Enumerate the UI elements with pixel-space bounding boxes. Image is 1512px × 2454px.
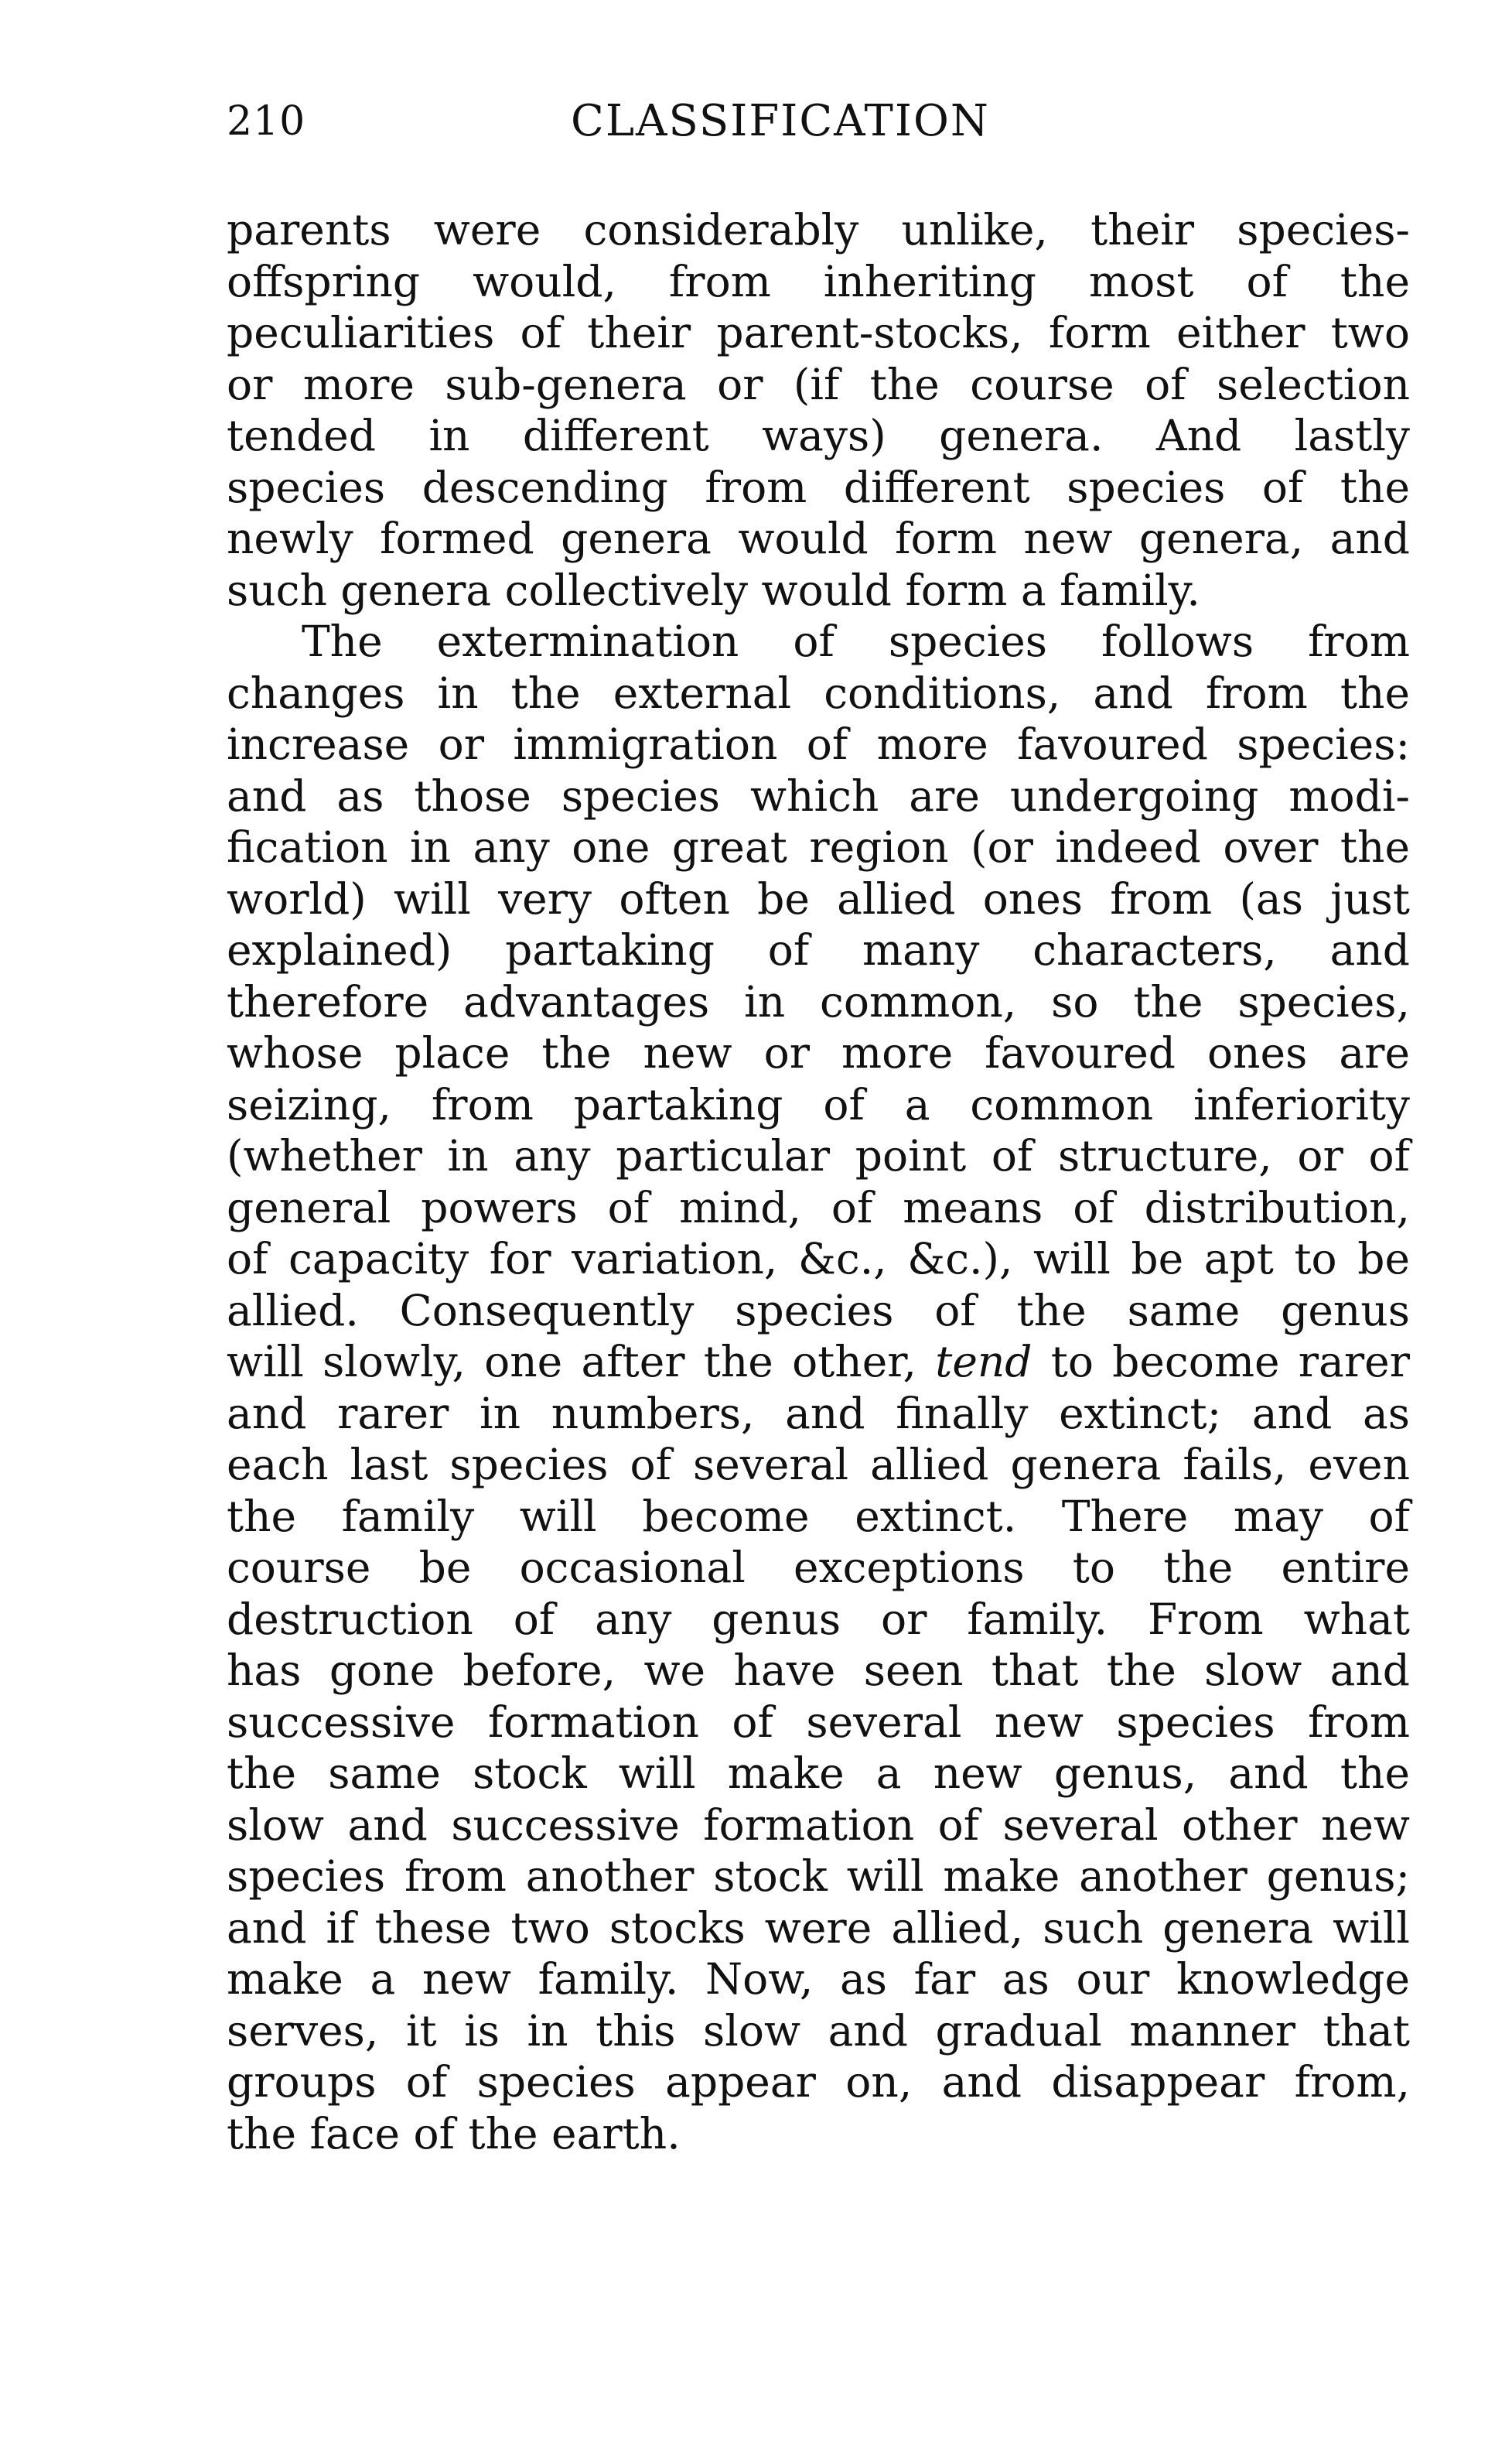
- text-line: successive formation of several new species from: [227, 1697, 1410, 1747]
- text-line: tended in different ways) genera. And lastly: [227, 411, 1410, 460]
- text-line: seizing, from partaking of a common inferiority: [227, 1079, 1410, 1130]
- text-line: destruction of any genus or family. From what: [227, 1594, 1410, 1644]
- paragraph-end-line: such genera collectively would form a family.: [227, 565, 1200, 615]
- text-line: whose place the new or more favoured ones are: [227, 1028, 1410, 1078]
- page-number: 210: [227, 98, 306, 145]
- paragraph-end-line: the face of the earth.: [227, 2108, 681, 2158]
- text-line: therefore advantages in common, so the species,: [227, 976, 1410, 1027]
- text-line: species descending from different species of the: [227, 462, 1410, 512]
- text-line: make a new family. Now, as far as our knowledge: [227, 1954, 1410, 2004]
- text-line: the family will become extinct. There may of: [227, 1491, 1410, 1541]
- text-line: fication in any one great region (or indeed over the: [227, 822, 1410, 872]
- text-line: and as those species which are undergoing modi-: [227, 771, 1410, 821]
- text-line: and if these two stocks were allied, such genera will: [227, 1902, 1410, 1953]
- line-text-before: will slowly, one after the other,: [227, 1337, 936, 1386]
- italic-word: tend: [935, 1337, 1032, 1386]
- text-line: each last species of several allied genera fails, even: [227, 1440, 1410, 1489]
- text-line: has gone before, we have seen that the slow and: [227, 1646, 1410, 1695]
- text-line: course be occasional exceptions to the entire: [227, 1543, 1410, 1592]
- text-line: serves, it is in this slow and gradual manner that: [227, 2005, 1410, 2056]
- body-text: [227, 204, 1410, 2159]
- text-line: of capacity for variation, &c., &c.), will be apt to be: [227, 1234, 1410, 1283]
- text-line: changes in the external conditions, and from the: [227, 668, 1410, 718]
- text-line: offspring would, from inheriting most of the: [227, 256, 1410, 306]
- text-line: newly formed genera would form new genera, and: [227, 514, 1410, 563]
- text-line: species from another stock will make another genus;: [227, 1851, 1410, 1901]
- line-text-after: to become rarer: [1032, 1337, 1410, 1386]
- text-line: allied. Consequently species of the same genus: [227, 1285, 1410, 1335]
- text-line-with-italic: [227, 1336, 1410, 1388]
- paragraph-start-line: The extermination of species follows from: [302, 617, 1410, 666]
- running-head: [227, 87, 1410, 156]
- text-line: world) will very often be allied ones from (as just: [227, 873, 1410, 924]
- text-line: peculiarities of their parent-stocks, form either two: [227, 308, 1410, 357]
- text-line: or more sub-genera or (if the course of selection: [227, 359, 1410, 409]
- text-line: and rarer in numbers, and finally extinct; and as: [227, 1388, 1410, 1438]
- text-line: the same stock will make a new genus, and the: [227, 1748, 1410, 1798]
- text-line: parents were considerably unlike, their species-: [227, 205, 1410, 255]
- text-line: explained) partaking of many characters, and: [227, 925, 1410, 975]
- text-line: (whether in any particular point of structure, or of: [227, 1131, 1410, 1181]
- text-line: groups of species appear on, and disappear from,: [227, 2057, 1410, 2107]
- text-line: slow and successive formation of several other new: [227, 1799, 1410, 1850]
- text-line: increase or immigration of more favoured species:: [227, 719, 1410, 769]
- running-title: CLASSIFICATION: [571, 96, 990, 146]
- text-line: general powers of mind, of means of distribution,: [227, 1182, 1410, 1232]
